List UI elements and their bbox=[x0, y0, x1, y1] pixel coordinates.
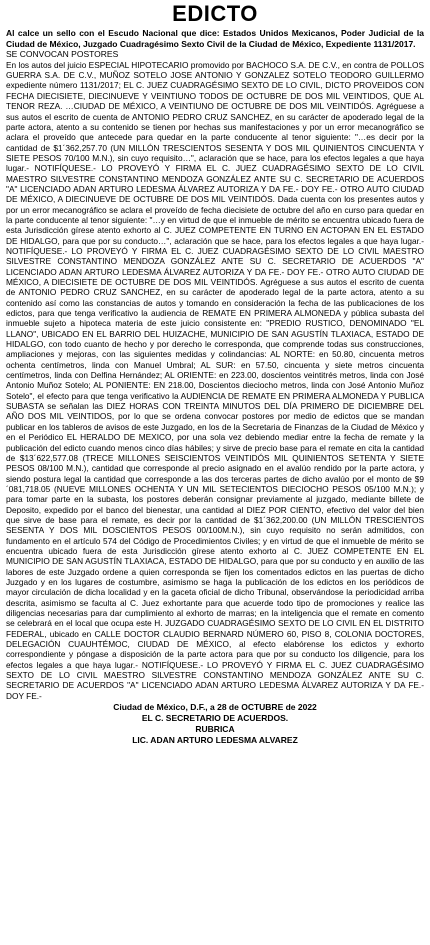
closing-date-line: Ciudad de México, D.F., a 28 de OCTUBRE de 2022 bbox=[113, 702, 317, 713]
closing-secretary-title: EL C. SECRETARIO DE ACUERDOS. bbox=[141, 713, 289, 724]
closing-rubrica: RUBRICA bbox=[195, 724, 235, 735]
notice-closing bbox=[6, 702, 424, 746]
notice-subheader: SE CONVOCAN POSTORES bbox=[6, 49, 119, 60]
notice-title: EDICTO bbox=[172, 1, 258, 26]
notice-header: Al calce un sello con el Escudo Nacional que dice: Estados Unidos Mexicanos, Poder Judicial de la Ciudad de México, Juzgado Cuadragésimo Sexto Civil de la Ciudad de México, Expediente 1131/2017. bbox=[6, 28, 424, 49]
closing-signer-name: LIC. ADAN ARTURO LEDESMA ALVAREZ bbox=[132, 735, 298, 746]
notice-body: En los autos del juicio ESPECIAL HIPOTECARIO promovido por BACHOCO S.A. DE C.V., en contra de POLLOS GUERRA S.A. DE C.V., MUÑOZ SOTELO JOSE ANTONIO Y GONZALEZ SOTELO TEODORO GUILLERMO expediente número 1131/2017; EL C. JUEZ CUADRAGÉSIMO SEXTO DE LO CIVIL, DICTO PROVEIDOS CON FECHA DIECISIETE, DIECINUEVE Y VEINTIUNO TODOS DE OCTUBRE DE DOS MIL VEINTIDOS, QUE AL TENOR REZA. …CIUDAD DE MÉXICO, A VEINTIUNO DE OCTUBRE DE DOS MIL VEINTIDÓS. Agréguese a sus autos el escrito de cuenta de ANTONIO PEDRO CRUZ SANCHEZ, en su carácter de apoderado legal de la parte actora, atento a su contenido se tienen por hechas sus manifestaciones y por un error mecanográfico se aclara el proveído que antecede para quedar en la parte conducente al tenor siguiente: "…es decir por la cantidad de $1´362,257.70 (UN MILLÓN TRESCIENTOS SESENTA Y DOS MIL QUINIENTOS CINCUENTA Y SIETE PESOS 70/100 M.N.), sin cuyo requisito…", aclaración que se hace, para los efectos legales a que haya lugar.- NOTIFÍQUESE.- LO PROVEYÓ Y FIRMA EL C. JUEZ CUADRAGÉSIMO SEXTO DE LO CIVIL MAESTRO SILVESTRE CONSTANTINO MENDOZA GONZÁLEZ ANTE SU C. SECRETARIO DE ACUERDOS "A" LICENCIADO ADAN ARTURO LEDESMA ÁLVAREZ AUTORIZA Y DA FE.- DOY FE.- OTRO AUTO CIUDAD DE MÉXICO, A DIECINUEVE DE OCTUBRE DE DOS MIL VEINTIDÓS. Dada cuenta con los presentes autos y por un error mecanográfico se aclara el proveído de fecha diecisiete de octubre del año en curso para quedar en la parte conducente al tenor siguiente: "…y en virtud de que el inmueble de mérito se encuentra ubicado fuera de esta Jurisdicción gírese atento exhorto al C. JUEZ COMPETENTE EN TURNO EN ACTOPAN EN EL ESTADO DE HIDALGO, para que por su conducto…", aclaración que se hace, para los efectos legales a que haya lugar.- NOTIFÍQUESE.- LO PROVEYÓ Y FIRMA EL C. JUEZ CUADRAGÉSIMO SEXTO DE LO CIVIL MAESTRO SILVESTRE CONSTANTINO MENDOZA GONZÁLEZ ANTE SU C. SECRETARIO DE ACUERDOS "A" LICENCIADO ADAN ARTURO LEDESMA ÁLVAREZ AUTORIZA Y DA FE.- DOY FE.- OTRO AUTO CIUDAD DE MÉXICO, A DIECISIETE DE OCTUBRE DE DOS MIL VEINTIDÓS. Agréguese a sus autos el escrito de cuenta de ANTONIO PEDRO CRUZ SANCHEZ, en su carácter de apoderado legal de la parte actora, atento a su contenido así como las constancias de autos y tomando en consideración la fecha de las publicaciones de los edictos, para que tenga verificativo la audiencia de REMATE EN PRIMERA ALMONEDA y pública subasta del inmueble sujeto a hipoteca materia de este juicio consistente en: "PREDIO RUSTICO, DENOMINADO "EL LLANO", UBICADO EN EL BARRIO DEL HUIZACHE, MUNICIPIO DE SAN AGUSTÍN TLAXIACA, ESTADO DE HIDALGO, con todo cuanto de hecho y por derecho le corresponda, que comprende todas sus construcciones, ampliaciones y mejoras, con las siguientes medidas y colindancias: AL NORTE: en 50.80, cincuenta metros ochenta centímetros, linda con Manuel Umbral; AL SUR: en 57.50, cincuenta y siete metros cincuenta centímetros, linda con Delfina Hernández; AL ORIENTE: en 223.00, doscientos veintitrés metros, linda con José Antonio Muñoz Sotelo; AL PONIENTE: EN 218.00, Doscientos dieciocho metros, linda con José Antonio Muñoz Sotelo", el efecto para que tenga verificativo la AUDIENCIA DE REMATE EN PRIMERA ALMONEDA Y PUBLICA SUBASTA se señalan las DIEZ HORAS CON TREINTA MINUTOS DEL DÍA PRIMERO DE DICIEMBRE DEL AÑO DOS MIL VEINTIDOS, por lo que se ordena convocar postores por medio de edictos que se mandan publicar en los tableros de avisos de este Juzgado, en los de la Secretaria de Finanzas de la Ciudad de México y en el Periódico EL HERALDO DE MEXICO, por una sola vez debiendo mediar entre la fecha de remate y la publicación del edicto cuando menos cinco días hábiles; y sirve de precio base para el remate en cita la cantidad de $13´622,577.08 (TRECE MILLONES SEISCIENTOS VEINTIDÓS MIL QUINIENTOS SETENTA Y SIETE PESOS 08/100 M.N.), cantidad que corresponde al precio asignado en el avalúo rendido por la parte actora, y siendo postura legal la cantidad que corresponde a las dos terceras partes de dicho avalúo por el monto de $9´081,718.05 (NUEVE MILLONES OCHENTA Y UN MIL SETECIENTOS DIECIOCHO PESOS 05/100 M.N.); y para tomar parte en la subasta, los postores deberán consignar previamente al juzgado, mediante billete de Deposito, expedido por el banco del bienestar, una cantidad al DIEZ POR CIENTO, efectivo del valor del bien que sirve de base para el remate, es decir por la cantidad de $1´362,200.00 (UN MILLÓN TRESCIENTOS SESENTA Y DOS MIL DOSCIENTOS PESOS 00/100M.N.), sin cuyo requisito no serán admitidos, con fundamento en el artículo 574 del Código de Procedimientos Civiles; y en virtud de que el inmueble de mérito se encuentra ubicado fuera de esta Jurisdicción gírese atento exhorto al C. JUEZ COMPETENTE EN EL MUNICIPIO DE SAN AGUSTÍN TLAXIACA, ESTADO DE HIDALGO, para que por su conducto y en auxilio de las labores de este Juzgado ordene a quien corresponda se fijen los comentados edictos en las puertas de dicho Juzgado y en los lugares de costumbre, asimismo se haga la publicación de los edictos en los periódicos de mayor circulación de dicha localidad y en la gaceta oficial de dicho Tribunal, observándose la periodicidad arriba descrita, asimismo se faculta al C. Juez exhortante para que acuerde todo tipo de promociones y realice las diligencias necesarias para dar cumplimiento al exhorto de marras; en la inteligencia que el remate en comento se celebrará en el local que ocupa este H. JUZGADO CUADRAGÉSIMO SEXTO DE LO CIVIL EN EL DISTRITO FEDERAL, ubicado en CALLE DOCTOR CLAUDIO BERNARD NÚMERO 60, PISO 8, COLONIA DOCTORES, DELEGACIÓN CUAUHTÉMOC, CIUDAD DE MÉXICO, al efecto elabórense los edictos y exhorto correspondiente y póngase a disposición de la parte actora para que por su conducto los diligencie, para los efectos legales a que haya lugar.- NOTIFÍQUESE.- LO PROVEYÓ Y FIRMA EL C. JUEZ CUADRAGÉSIMO SEXTO DE LO CIVIL MAESTRO SILVESTRE CONSTANTINO MENDOZA GONZÁLEZ ANTE SU C. SECRETARIO DE ACUERDOS "A" LICENCIADO ADAN ARTURO LEDESMA ÁLVAREZ AUTORIZA Y DA FE.- DOY FE.- bbox=[6, 59, 424, 701]
